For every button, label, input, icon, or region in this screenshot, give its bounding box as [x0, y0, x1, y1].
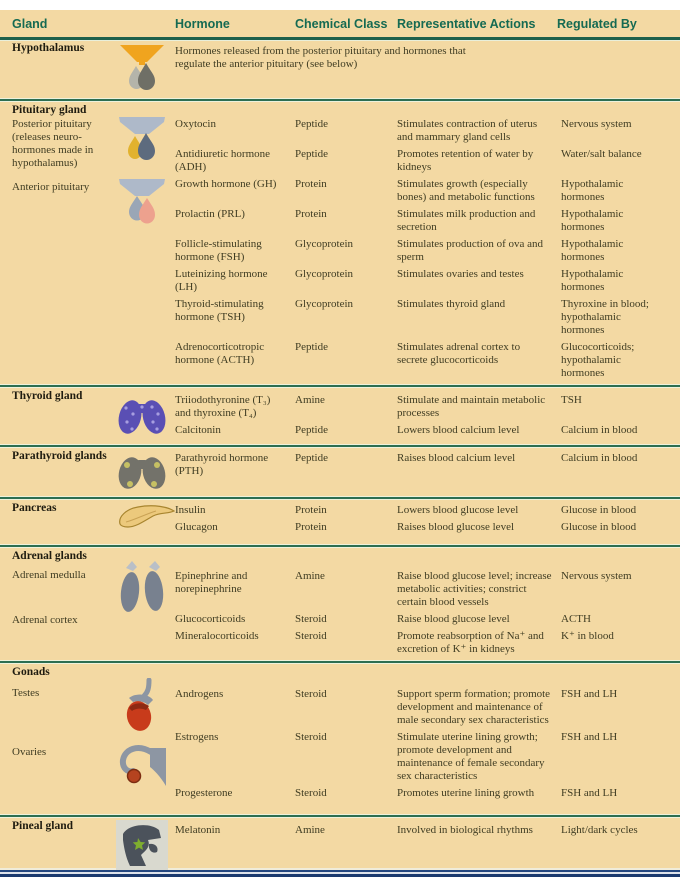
hormone-cell: Progesterone [175, 787, 233, 799]
hormone-cell: Melatonin [175, 824, 221, 836]
gland-title: Hypothalamus [12, 42, 85, 54]
gland-title: Adrenal glands [12, 550, 87, 562]
gland-title: Pineal gland [12, 820, 74, 832]
subgland-ovaries: Ovaries [12, 746, 47, 758]
gland-cell [12, 818, 116, 833]
hormone-row [175, 787, 672, 800]
regulated-by-cell: Thyroxine in blood; hypothalamic hormones [561, 298, 649, 336]
hormone-row [175, 731, 672, 783]
section-rows [175, 388, 672, 437]
hormone-row [175, 824, 672, 837]
section-rows [175, 102, 672, 380]
table-bottom-border [0, 868, 680, 878]
column-header-chemical-class: Chemical Class [295, 17, 388, 31]
section-pituitary [0, 102, 680, 380]
section-pineal [0, 818, 680, 868]
section-rows [175, 40, 672, 71]
hypothalamus-gland-icon [116, 42, 168, 98]
hormone-row [175, 268, 672, 294]
chemical-class-cell: Glycoprotein [295, 298, 354, 310]
subgland-anterior-pituitary: Anterior pituitary [12, 181, 90, 193]
action-cell: Support sperm formation; promote development and maintenance of male secondary sex characteristics [397, 688, 551, 726]
hormone-cell: Adrenocorticotropic hormone (ACTH) [175, 341, 265, 366]
regulated-by-cell: Glucose in blood [561, 504, 637, 516]
regulated-by-cell: Light/dark cycles [561, 824, 638, 836]
hormone-cell: Glucocorticoids [175, 613, 246, 625]
column-header-representative-actions: Representative Actions [397, 17, 536, 31]
hormone-row [175, 570, 672, 609]
chemical-class-cell: Protein [295, 208, 327, 220]
gland-cell [12, 548, 116, 627]
hormone-row [175, 238, 672, 264]
regulated-by-cell: ACTH [561, 613, 591, 625]
chemical-class-cell: Steroid [295, 688, 327, 700]
hormone-row [175, 148, 672, 174]
hormone-cell: Estrogens [175, 731, 219, 743]
subgland-testes: Testes [12, 687, 40, 699]
hormone-cell: Luteinizing hormone (LH) [175, 268, 268, 293]
section-adrenal [0, 548, 680, 660]
chemical-class-cell: Steroid [295, 613, 327, 625]
hormone-cell: Follicle-stimulating hormone (FSH) [175, 238, 262, 263]
action-cell: Promotes retention of water by kidneys [397, 148, 534, 173]
section-gonads [0, 664, 680, 814]
hormone-row [175, 178, 672, 204]
hormone-cell: Prolactin (PRL) [175, 208, 245, 220]
thyroid-gland-icon [116, 392, 168, 442]
action-cell: Lowers blood glucose level [397, 504, 519, 516]
action-cell: Lowers blood calcium level [397, 424, 520, 436]
chemical-class-cell: Protein [295, 504, 327, 516]
chemical-class-cell: Steroid [295, 630, 327, 642]
hormone-cell: Parathyroid hormone (PTH) [175, 452, 269, 477]
section-hypothalamus [0, 40, 680, 98]
hormone-cell: Glucagon [175, 521, 218, 533]
regulated-by-cell: Glucocorticoids; hypothalamic hormones [561, 341, 635, 379]
hormone-row [175, 452, 672, 478]
regulated-by-cell: Calcium in blood [561, 424, 638, 436]
hormone-row [175, 424, 672, 437]
endocrine-hormone-table [0, 10, 680, 878]
hormone-cell: Triiodothyronine (T₃) and thyroxine (T₄) [175, 394, 271, 419]
testis-icon [116, 678, 168, 738]
hormone-row [175, 298, 672, 337]
regulated-by-cell: Nervous system [561, 118, 632, 130]
hormone-cell: Mineralocorticoids [175, 630, 259, 642]
section-rows [175, 448, 672, 478]
hypothalamus-note: Hormones released from the posterior pituitary and hormones that regulate the anterior pituitary (see below) [175, 45, 466, 70]
subgland-adrenal-cortex: Adrenal cortex [12, 614, 78, 626]
regulated-by-cell: FSH and LH [561, 688, 618, 700]
column-header-regulated-by: Regulated By [557, 17, 637, 31]
action-cell: Stimulate and maintain metabolic processes [397, 394, 546, 419]
section-thyroid [0, 388, 680, 444]
chemical-class-cell: Glycoprotein [295, 268, 354, 280]
regulated-by-cell: Hypothalamic hormones [561, 178, 624, 203]
chemical-class-cell: Peptide [295, 118, 328, 130]
action-cell: Raises blood glucose level [397, 521, 515, 533]
section-rows [175, 548, 672, 656]
hormone-cell: Oxytocin [175, 118, 216, 130]
action-cell: Stimulates milk production and secretion [397, 208, 536, 233]
subgland-adrenal-medulla: Adrenal medulla [12, 569, 86, 581]
anterior-pituitary-icon [116, 176, 168, 234]
regulated-by-cell: FSH and LH [561, 787, 618, 799]
posterior-pituitary-icon [116, 114, 168, 172]
hormone-row [175, 521, 672, 534]
gland-cell [12, 388, 116, 403]
parathyroid-glands-icon [116, 450, 168, 496]
column-header-gland: Gland [12, 17, 48, 31]
action-cell: Raises blood calcium level [397, 452, 516, 464]
hormone-row [175, 118, 672, 144]
gland-title: Parathyroid glands [12, 450, 107, 462]
regulated-by-cell: Glucose in blood [561, 521, 637, 533]
section-rows [175, 500, 672, 534]
action-cell: Stimulates adrenal cortex to secrete glucocorticoids [397, 341, 521, 366]
regulated-by-cell: FSH and LH [561, 731, 618, 743]
hormone-row [175, 613, 672, 626]
section-pancreas [0, 500, 680, 544]
subgland-note: (releases neuro-hormones made in hypothalamus) [12, 131, 94, 169]
hormone-row [175, 504, 672, 517]
gland-title: Pancreas [12, 502, 57, 514]
section-rows [175, 664, 672, 800]
regulated-by-cell: Hypothalamic hormones [561, 238, 624, 263]
regulated-by-cell: K⁺ in blood [561, 630, 614, 642]
pancreas-icon [116, 502, 178, 536]
action-cell: Stimulates production of ova and sperm [397, 238, 544, 263]
regulated-by-cell: Calcium in blood [561, 452, 638, 464]
gland-title: Pituitary gland [12, 104, 87, 116]
hormone-row [175, 341, 672, 380]
chemical-class-cell: Peptide [295, 341, 328, 353]
subgland-posterior-pituitary [12, 118, 116, 170]
chemical-class-cell: Amine [295, 394, 325, 406]
chemical-class-cell: Peptide [295, 452, 328, 464]
chemical-class-cell: Amine [295, 824, 325, 836]
hormone-row [175, 208, 672, 234]
hormone-row [175, 630, 672, 656]
gland-cell [12, 500, 116, 515]
section-rows [175, 818, 672, 837]
action-cell: Promote reabsorption of Na⁺ and excretion of K⁺ in kidneys [397, 630, 544, 655]
action-cell: Raise blood glucose level [397, 613, 510, 625]
action-cell: Stimulates contraction of uterus and mammary gland cells [397, 118, 538, 143]
gland-cell [12, 102, 116, 194]
regulated-by-cell: Hypothalamic hormones [561, 268, 624, 293]
hormone-cell: Androgens [175, 688, 224, 700]
chemical-class-cell: Protein [295, 521, 327, 533]
hormone-cell: Epinephrine and norepinephrine [175, 570, 248, 595]
chemical-class-cell: Protein [295, 178, 327, 190]
action-cell: Stimulate uterine lining growth; promote development and maintenance of female secondary sex characteristics [397, 731, 545, 782]
regulated-by-cell: Water/salt balance [561, 148, 642, 160]
action-cell: Stimulates growth (especially bones) and metabolic functions [397, 178, 535, 203]
hormone-cell: Calcitonin [175, 424, 221, 436]
action-cell: Involved in biological rhythms [397, 824, 533, 836]
section-parathyroid [0, 448, 680, 496]
adrenal-glands-icon [116, 558, 168, 620]
ovary-icon [116, 740, 168, 798]
hormone-cell: Thyroid-stimulating hormone (TSH) [175, 298, 264, 323]
hormone-cell: Insulin [175, 504, 206, 516]
hormone-cell: Antidiuretic hormone (ADH) [175, 148, 271, 173]
gland-cell [12, 40, 116, 55]
gland-cell [12, 448, 116, 463]
chemical-class-cell: Steroid [295, 787, 327, 799]
gland-title: Thyroid gland [12, 390, 83, 402]
regulated-by-cell: Hypothalamic hormones [561, 208, 624, 233]
gland-title: Gonads [12, 666, 50, 678]
chemical-class-cell: Glycoprotein [295, 238, 354, 250]
chemical-class-cell: Peptide [295, 424, 328, 436]
action-cell: Stimulates ovaries and testes [397, 268, 524, 280]
gland-cell [12, 664, 116, 759]
chemical-class-cell: Steroid [295, 731, 327, 743]
hormone-row [175, 688, 672, 727]
action-cell: Stimulates thyroid gland [397, 298, 506, 310]
chemical-class-cell: Peptide [295, 148, 328, 160]
table-header-row [0, 10, 680, 37]
action-cell: Promotes uterine lining growth [397, 787, 535, 799]
regulated-by-cell: Nervous system [561, 570, 632, 582]
action-cell: Raise blood glucose level; increase metabolic activities; constrict certain blood vessels [397, 570, 552, 608]
regulated-by-cell: TSH [561, 394, 582, 406]
hormone-row [175, 394, 672, 420]
subgland-label: Posterior pituitary [12, 118, 92, 130]
pineal-gland-icon [116, 820, 168, 870]
column-header-hormone: Hormone [175, 17, 230, 31]
chemical-class-cell: Amine [295, 570, 325, 582]
hormone-cell: Growth hormone (GH) [175, 178, 277, 190]
